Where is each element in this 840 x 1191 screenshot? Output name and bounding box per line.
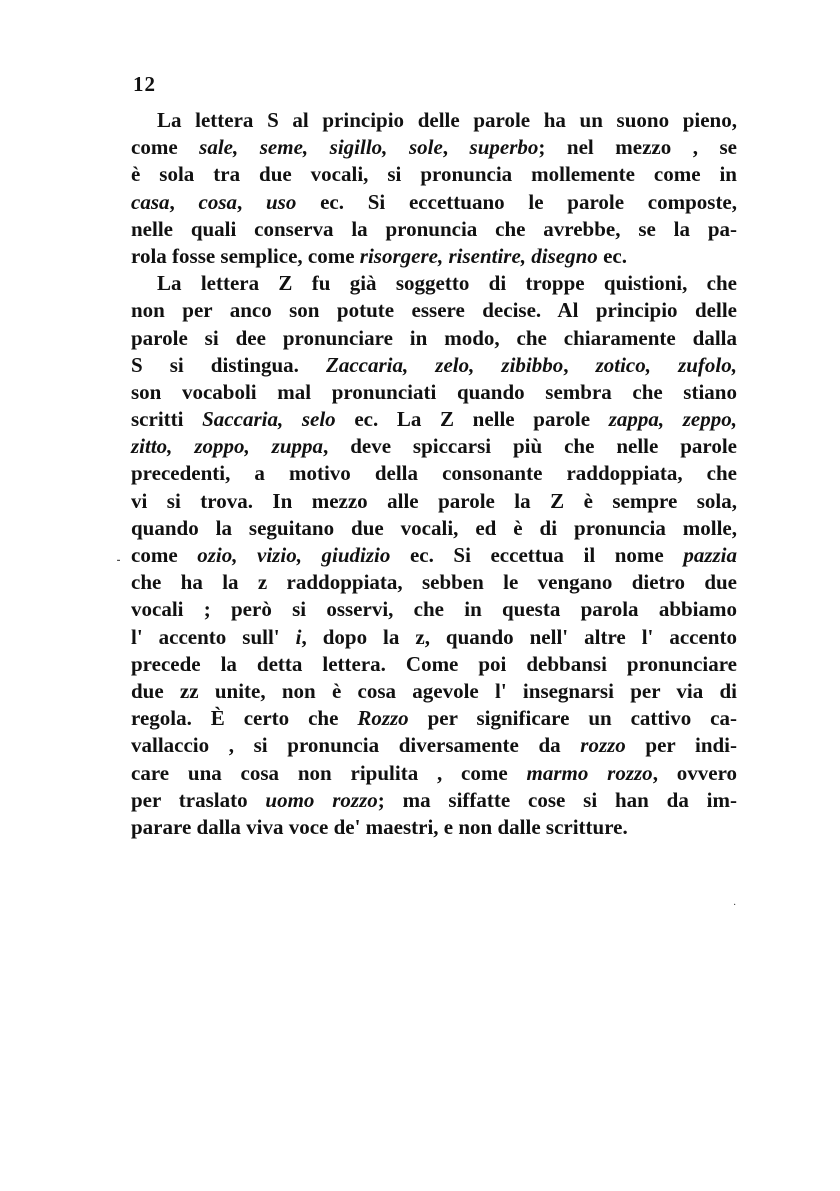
text-line (131, 651, 737, 678)
text-line (131, 814, 737, 841)
italic-word: uomo rozzo (265, 787, 378, 812)
text-segment: ; ma siffatte cose si han da im- (377, 787, 737, 812)
text-segment: per indi- (625, 733, 738, 758)
text-line (131, 243, 737, 270)
text-segment: ec. Si eccettua il nome (390, 543, 684, 567)
text-segment: S si distingua. (131, 352, 326, 377)
text-line (131, 189, 737, 216)
text-segment: , (563, 352, 596, 377)
text-segment: vocali ; però si osservi, che in questa parola abbiamo (131, 597, 737, 622)
text-line (131, 760, 737, 787)
text-segment: La lettera Z fu già soggetto di troppe quistioni, che (157, 271, 737, 296)
text-line (131, 433, 737, 460)
italic-word: cosa (198, 189, 237, 214)
italic-word: sale, seme, sigillo, sole (199, 135, 443, 160)
italic-word: uso (266, 189, 297, 214)
text-segment: rola fosse semplice, come (131, 243, 360, 268)
italic-word: Zaccaria, zelo, zibibbo (326, 352, 564, 377)
italic-word: rozzo (580, 733, 626, 758)
text-segment: regola. È certo che (131, 706, 358, 731)
text-segment: scritti (131, 407, 203, 432)
text-line (131, 216, 737, 243)
text-segment: vi si trova. In mezzo alle parole la Z è sempre sola, (131, 488, 737, 513)
text-line (131, 488, 737, 515)
italic-word: zotico, zufolo, (595, 352, 737, 377)
text-segment: non per anco son potute essere decise. Al principio delle (131, 298, 737, 323)
text-segment: , deve spiccarsi più che nelle parole (323, 434, 737, 459)
text-segment: che ha la z raddoppiata, sebben le vengano dietro due (131, 570, 737, 595)
text-segment: parole si dee pronunciare in modo, che chiaramente dalla (131, 325, 737, 350)
text-line (131, 161, 737, 188)
text-line (131, 705, 737, 732)
text-line (131, 379, 737, 406)
text-line (131, 297, 737, 324)
text-line (131, 325, 737, 352)
text-segment: , ovvero (652, 760, 738, 785)
text-segment: precedenti, a motivo della consonante raddoppiata, che (131, 461, 737, 486)
text-segment: due zz unite, non è cosa agevole l' insegnarsi per via di (131, 678, 737, 703)
text-segment: ec. La Z nelle parole (335, 407, 609, 432)
text-segment: ec. (597, 243, 627, 268)
text-line (131, 569, 737, 596)
italic-word: Saccaria, selo (202, 407, 336, 432)
text-segment: parare dalla viva voce de' maestri, e non dalle scritture. (131, 814, 628, 839)
text-segment: quando la seguitano due vocali, ed è di pronuncia molle, (131, 515, 737, 540)
text-segment: precede la detta lettera. Come poi debbansi pronunciare (131, 651, 737, 676)
text-segment: per traslato (131, 787, 266, 812)
italic-word: Rozzo (357, 706, 409, 731)
text-line (131, 542, 737, 569)
text-line (131, 460, 737, 487)
text-line (131, 515, 737, 542)
text-segment: care una cosa non ripulita , come (131, 760, 527, 785)
text-line (131, 624, 737, 651)
italic-word: superbo (469, 135, 539, 160)
text-segment: come (131, 135, 200, 160)
italic-word: ozio, vizio, giudizio (197, 543, 391, 567)
body-text (131, 107, 737, 841)
text-line (131, 107, 737, 134)
italic-word: marmo rozzo (526, 760, 653, 785)
text-segment: ; nel mezzo , se (538, 135, 737, 160)
text-line (131, 406, 737, 433)
text-segment: , dopo la z, quando nell' altre l' accento (301, 624, 737, 649)
text-segment: per significare un cattivo ca- (408, 706, 737, 731)
text-line (131, 270, 737, 297)
text-segment: l' accento sull' (131, 624, 296, 649)
text-segment: , (442, 135, 470, 160)
margin-mark: ⁃ (116, 556, 121, 567)
text-line (131, 352, 737, 379)
text-segment: , (169, 189, 199, 214)
text-segment: ec. Si eccettuano le parole composte, (296, 189, 738, 214)
text-segment: La lettera S al principio delle parole ha un suono pieno, (157, 108, 737, 132)
italic-word: zappa, zeppo, (608, 407, 737, 432)
text-line (131, 596, 737, 623)
italic-word: zitto, zoppo, zuppa (131, 434, 324, 459)
text-line (131, 134, 737, 161)
text-segment: vallaccio , si pronuncia diversamente da (131, 733, 581, 758)
text-line (131, 732, 737, 759)
italic-word: casa (131, 189, 170, 214)
text-line (131, 787, 737, 814)
text-segment: , (237, 189, 266, 214)
text-segment: son vocaboli mal pronunciati quando sembra che stiano (131, 379, 737, 404)
text-line (131, 678, 737, 705)
text-segment: nelle quali conserva la pronuncia che avrebbe, se la pa- (131, 216, 737, 241)
italic-word: i (295, 624, 302, 649)
page-number: 12 (133, 72, 156, 96)
italic-word: pazzia (683, 543, 737, 567)
text-segment: come (131, 543, 198, 567)
text-segment: è sola tra due vocali, si pronuncia mollemente come in (131, 162, 737, 187)
italic-word: risorgere, risentire, disegno (359, 243, 598, 268)
margin-mark: · (733, 900, 737, 911)
